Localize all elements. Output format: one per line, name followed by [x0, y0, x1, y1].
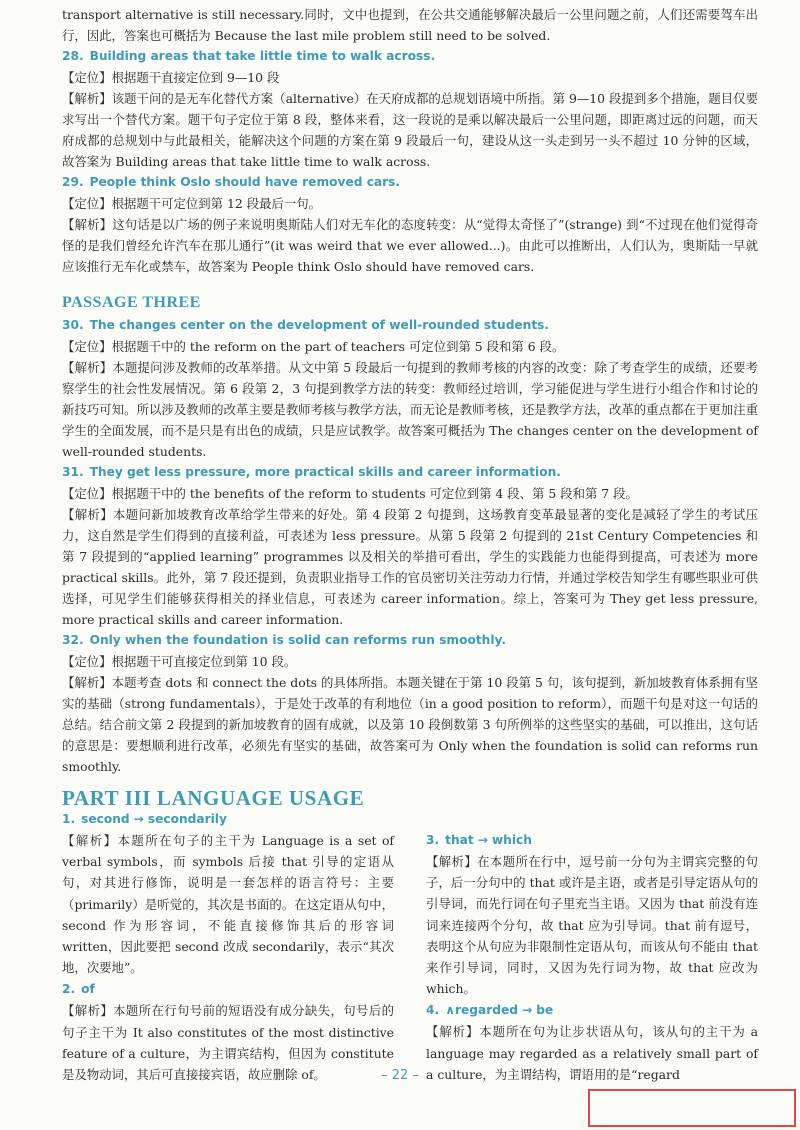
locate-tag: 【定位】	[62, 486, 112, 501]
locate-text: 根据题干中的 the reform on the part of teachers 可定位到第 5 段和第 6 段。	[111, 339, 565, 354]
analysis-text: 本题问新加坡教育改革给学生带来的好处。第 4 段第 2 句提到，这场教育变革最显著的变化是减轻了学生的考试压力，这自然是学生们得到的直接利益，可表述为 less pressure。从第 5 段第 2 句提到的 21st Century Competencies 和第 7 段提到的“applied learning” programmes 以及相关的举措可看出，学生的实践能力也能得到提高，可表述为 more practical skills。此外，第 7 段还提到，负责职业指导工作的官员密切关注劳动力行情，并通过学校告知学生有哪些职业可供选择，可见学生们能够获得相关的择业信息，可表述为 career information。综上，答案可为 They get less pressure, more practical skills and career information.	[62, 507, 758, 627]
wrong-word: ∧regarded	[445, 1003, 518, 1018]
item-1-title	[62, 808, 394, 830]
analysis-text: 这句话是以广场的例子来说明奥斯陆人们对无车化的态度转变：从“觉得太奇怪了”(strange) 到“不过现在他们觉得奇怪的是我们曾经允许汽车在那儿通行”(it was weird that we ever allowed...)。由此可以推断出，人们认为，奥斯陆一早就应该推行无车化或禁车，故答案为 People think Oslo should have removed cars.	[62, 217, 758, 274]
answer-text: Only when the foundation is solid can reforms run smoothly.	[89, 633, 506, 647]
part-three-heading: PART III LANGUAGE USAGE	[62, 786, 365, 810]
analysis-tag: 【解析】	[62, 360, 113, 375]
locate-text: 根据题干可定位到第 12 段最后一句。	[111, 196, 322, 211]
correct-word: which	[491, 833, 532, 847]
item-3-analysis	[426, 851, 758, 999]
analysis-tag: 【解析】	[62, 675, 112, 690]
answer-text: People think Oslo should have removed cars.	[89, 175, 401, 189]
question-31-title	[62, 462, 758, 483]
question-28-title	[62, 46, 758, 67]
locate-text: 根据题干中的 the benefits of the reform to students 可定位到第 4 段、第 5 段和第 7 段。	[111, 486, 638, 501]
passage-three-heading: PASSAGE THREE	[62, 294, 201, 311]
arrow-icon: →	[477, 833, 488, 847]
wrong-word: of	[81, 982, 95, 997]
highlight-box	[588, 1089, 796, 1127]
wrong-word: second	[81, 812, 130, 826]
analysis-text: 在本题所在行中，逗号前一分句为主谓宾完整的句子，后一分句中的 that 或许是主语，或者是引导定语从句的引导词，而先行词在句子里充当主语。又因为 that 前没有连词来连接两个分句，故 that 应为引导词。that 前有逗号，表明这个从句应为非限制性定语从句，而该从句不能由 that 来作引导词，同时，又因为先行词为物，故 that 应改为 which。	[426, 854, 759, 997]
item-3-title	[426, 829, 758, 851]
locate-tag: 【定位】	[62, 339, 112, 354]
item-4-title	[426, 999, 758, 1021]
answer-text: They get less pressure, more practical skills and career information.	[89, 465, 561, 479]
analysis-text: 本题所在句子的主干为 Language is a set of verbal symbols，而 symbols 后接 that 引导的定语从句，对其进行修饰，说明是一套怎样的语言符号：主要（primarily）是听觉的，其次是书面的。在这定语从句中，second 作为形容词，不能直接修饰其后的形容词 written，因此要把 second 改成 secondarily，表示“其次地，次要地”。	[62, 833, 395, 976]
analysis-tag: 【解析】	[62, 91, 112, 106]
main-text-block	[62, 4, 758, 777]
analysis-text: 本题所在行句号前的短语没有成分缺失，句号后的句子主干为 It also constitutes of the most distinctive feature of a culture，为主谓宾结构，但因为 constitute 是及物动词，其后可直接接宾语，故应删除 of。	[62, 1003, 395, 1083]
right-column	[426, 807, 758, 1085]
question-32-locate	[62, 651, 758, 672]
analysis-tag: 【解析】	[62, 217, 113, 232]
question-29-analysis	[62, 214, 758, 277]
analysis-tag: 【解析】	[62, 833, 118, 848]
question-28-locate	[62, 67, 758, 88]
analysis-tag: 【解析】	[426, 854, 478, 869]
question-number: 31.	[62, 465, 84, 479]
arrow-icon: →	[133, 812, 144, 826]
item-number: 2.	[62, 982, 76, 997]
question-number: 32.	[62, 633, 84, 647]
answer-text: Building areas that take little time to walk across.	[89, 49, 436, 63]
analysis-text: 本题考查 dots 和 connect the dots 的具体所指。本题关键在于第 10 段第 5 句，该句提到，新加坡教育体系拥有坚实的基础（strong fundamentals），于是处于改革的有利地位（in a good position to reform），而题干句是对这一句话的总结。结合前文第 2 段提到的新加坡教育的固有成就，以及第 10 段倒数第 3 句所例举的这些坚实的基础，可以推出，这句话的意思是：要想顺利进行改革，必须先有坚实的基础，故答案可为 Only when the foundation is solid can reforms run smoothly.	[62, 675, 759, 774]
question-30-analysis	[62, 357, 758, 462]
wrong-word: that	[445, 833, 474, 847]
locate-tag: 【定位】	[62, 196, 112, 211]
correct-word: secondarily	[147, 812, 227, 826]
correct-word: be	[536, 1003, 554, 1018]
question-31-analysis	[62, 504, 758, 630]
analysis-tag: 【解析】	[62, 1003, 114, 1019]
locate-tag: 【定位】	[62, 70, 112, 85]
locate-text: 根据题干可直接定位到第 10 段。	[111, 654, 297, 669]
answer-text: The changes center on the development of well-rounded students.	[89, 318, 550, 332]
question-31-locate	[62, 483, 758, 504]
arrow-icon: →	[521, 1003, 533, 1018]
item-number: 4.	[426, 1003, 440, 1018]
question-29-title	[62, 172, 758, 193]
locate-text: 根据题干直接定位到 9—10 段	[111, 70, 280, 85]
analysis-text: 本题所在句为让步状语从句，该从句的主干为 a language may regarded as a relatively small part of a culture，为主谓结构，谓语用的是“regard	[426, 1024, 759, 1082]
item-1-analysis	[62, 830, 394, 978]
analysis-tag: 【解析】	[62, 507, 114, 522]
question-30-title	[62, 315, 758, 336]
analysis-text: 本题提问涉及教师的改革举措。从文中第 5 段最后一句提到的教师考核的内容的改变：除了考查学生的成绩，还要考察学生的社会性发展情况。第 6 段第 2，3 句提到教学方法的转变：教师经过培训，学习能促进与学生进行小组合作和讨论的新技巧可知。所以涉及教师的改革主要是教师考核与教学方法，而无论是教师考核，还是教学方法，改革的重点都在于更加注重学生的全面发展，而不是只是有出色的成绩，只是应试教学。故答案可概括为 The changes center on the development of well-rounded students.	[62, 360, 758, 459]
item-number: 3.	[426, 833, 440, 847]
question-32-title	[62, 630, 758, 651]
question-29-locate	[62, 193, 758, 214]
question-number: 28.	[62, 49, 84, 63]
analysis-text: 该题干问的是无车化替代方案（alternative）在天府成都的总规划语境中所指。第 9—10 段提到多个措施，题目仅要求写出一个替代方案。题干句子定位于第 8 段，整体来看，这一段说的是乘以解决最后一公里问题，即距离过远的问题，而天府成都的总规划中与此最相关，能解决这个问题的方案在第 9 段最后一句，建设从这一头走到另一头不超过 10 分钟的区域，故答案为 Building areas that take little time to walk across.	[62, 91, 758, 169]
left-column	[62, 808, 394, 1085]
item-2-title	[62, 978, 394, 1000]
locate-tag: 【定位】	[62, 654, 112, 669]
page-number: – 22 –	[381, 1068, 419, 1083]
question-number: 29.	[62, 175, 84, 189]
question-30-locate	[62, 336, 758, 357]
item-number: 1.	[62, 812, 76, 826]
continuation-paragraph: transport alternative is still necessary.同时，文中也提到，在公共交通能够解决最后一公里问题之前，人们还需要驾车出行，因此，答案也可概括为 Because the last mile problem still need to be solved.	[62, 7, 758, 43]
question-number: 30.	[62, 318, 84, 332]
analysis-tag: 【解析】	[426, 1024, 480, 1040]
question-28-analysis	[62, 88, 758, 172]
question-32-analysis	[62, 672, 758, 777]
